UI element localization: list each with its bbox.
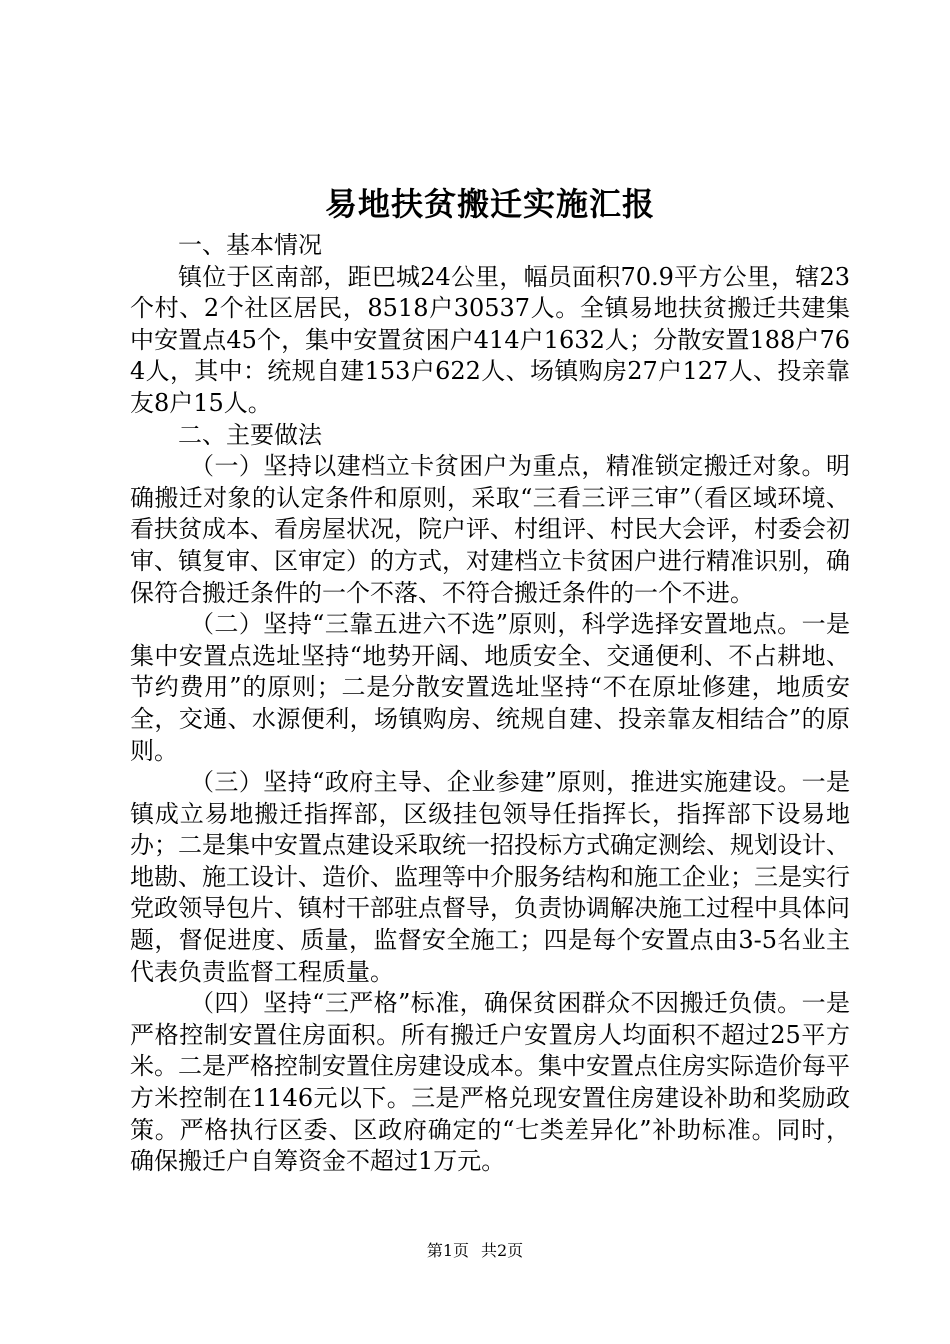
page-total: 共2页 bbox=[481, 1241, 524, 1260]
paragraph-practice-2: （二）坚持“三靠五进六不选”原则，科学选择安置地点。一是集中安置点选址坚持“地势开阔、地质安全、交通便利、不占耕地、节约费用”的原则；二是分散安置选址坚持“不在原址修建，地质安全，交通、水源便利，场镇购房、统规自建、投亲靠友相结合”的原则。 bbox=[130, 610, 850, 765]
page-footer bbox=[0, 1240, 950, 1262]
paragraph-practice-4: （四）坚持“三严格”标准，确保贫困群众不因搬迁负债。一是严格控制安置住房面积。所有搬迁户安置房人均面积不超过25平方米。二是严格控制安置住房建设成本。集中安置点住房实际造价每平方米控制在1146元以下。三是严格兑现安置住房建设补助和奖励政策。严格执行区委、区政府确定的“七类差异化”补助标准。同时，确保搬迁户自筹资金不超过1万元。 bbox=[130, 989, 850, 1176]
document-page bbox=[130, 182, 850, 1178]
paragraph-practice-3: （三）坚持“政府主导、企业参建”原则，推进实施建设。一是镇成立易地搬迁指挥部，区级挂包领导任指挥长，指挥部下设易地办；二是集中安置点建设采取统一招投标方式确定测绘、规划设计、地勘、施工设计、造价、监理等中介服务结构和施工企业；三是实行党政领导包片、镇村干部驻点督导，负责协调解决施工过程中具体问题，督促进度、质量，监督安全施工；四是每个安置点由3-5名业主代表负责监督工程质量。 bbox=[130, 768, 850, 986]
paragraph-practice-1: （一）坚持以建档立卡贫困户为重点，精准锁定搬迁对象。明确搬迁对象的认定条件和原则，采取“三看三评三审”（看区域环境、看扶贫成本、看房屋状况，院户评、村组评、村民大会评，村委会初审、镇复审、区审定）的方式，对建档立卡贫困户进行精准识别，确保符合搬迁条件的一个不落、不符合搬迁条件的一个不进。 bbox=[130, 452, 850, 607]
section-heading-basic-info: 一、基本情况 bbox=[178, 231, 322, 259]
document-title: 易地扶贫搬迁实施汇报 bbox=[324, 185, 655, 223]
section-heading-main-practices: 二、主要做法 bbox=[178, 420, 322, 449]
page-number: 第1页 bbox=[426, 1241, 469, 1260]
paragraph-basic-info: 镇位于区南部，距巴城24公里，幅员面积70.9平方公里，辖23个村、2个社区居民，8518户30537人。全镇易地扶贫搬迁共建集中安置点45个，集中安置贫困户414户1632人；分散安置188户764人，其中：统规自建153户622人、场镇购房27户127人、投亲靠友8户15人。 bbox=[130, 262, 850, 417]
